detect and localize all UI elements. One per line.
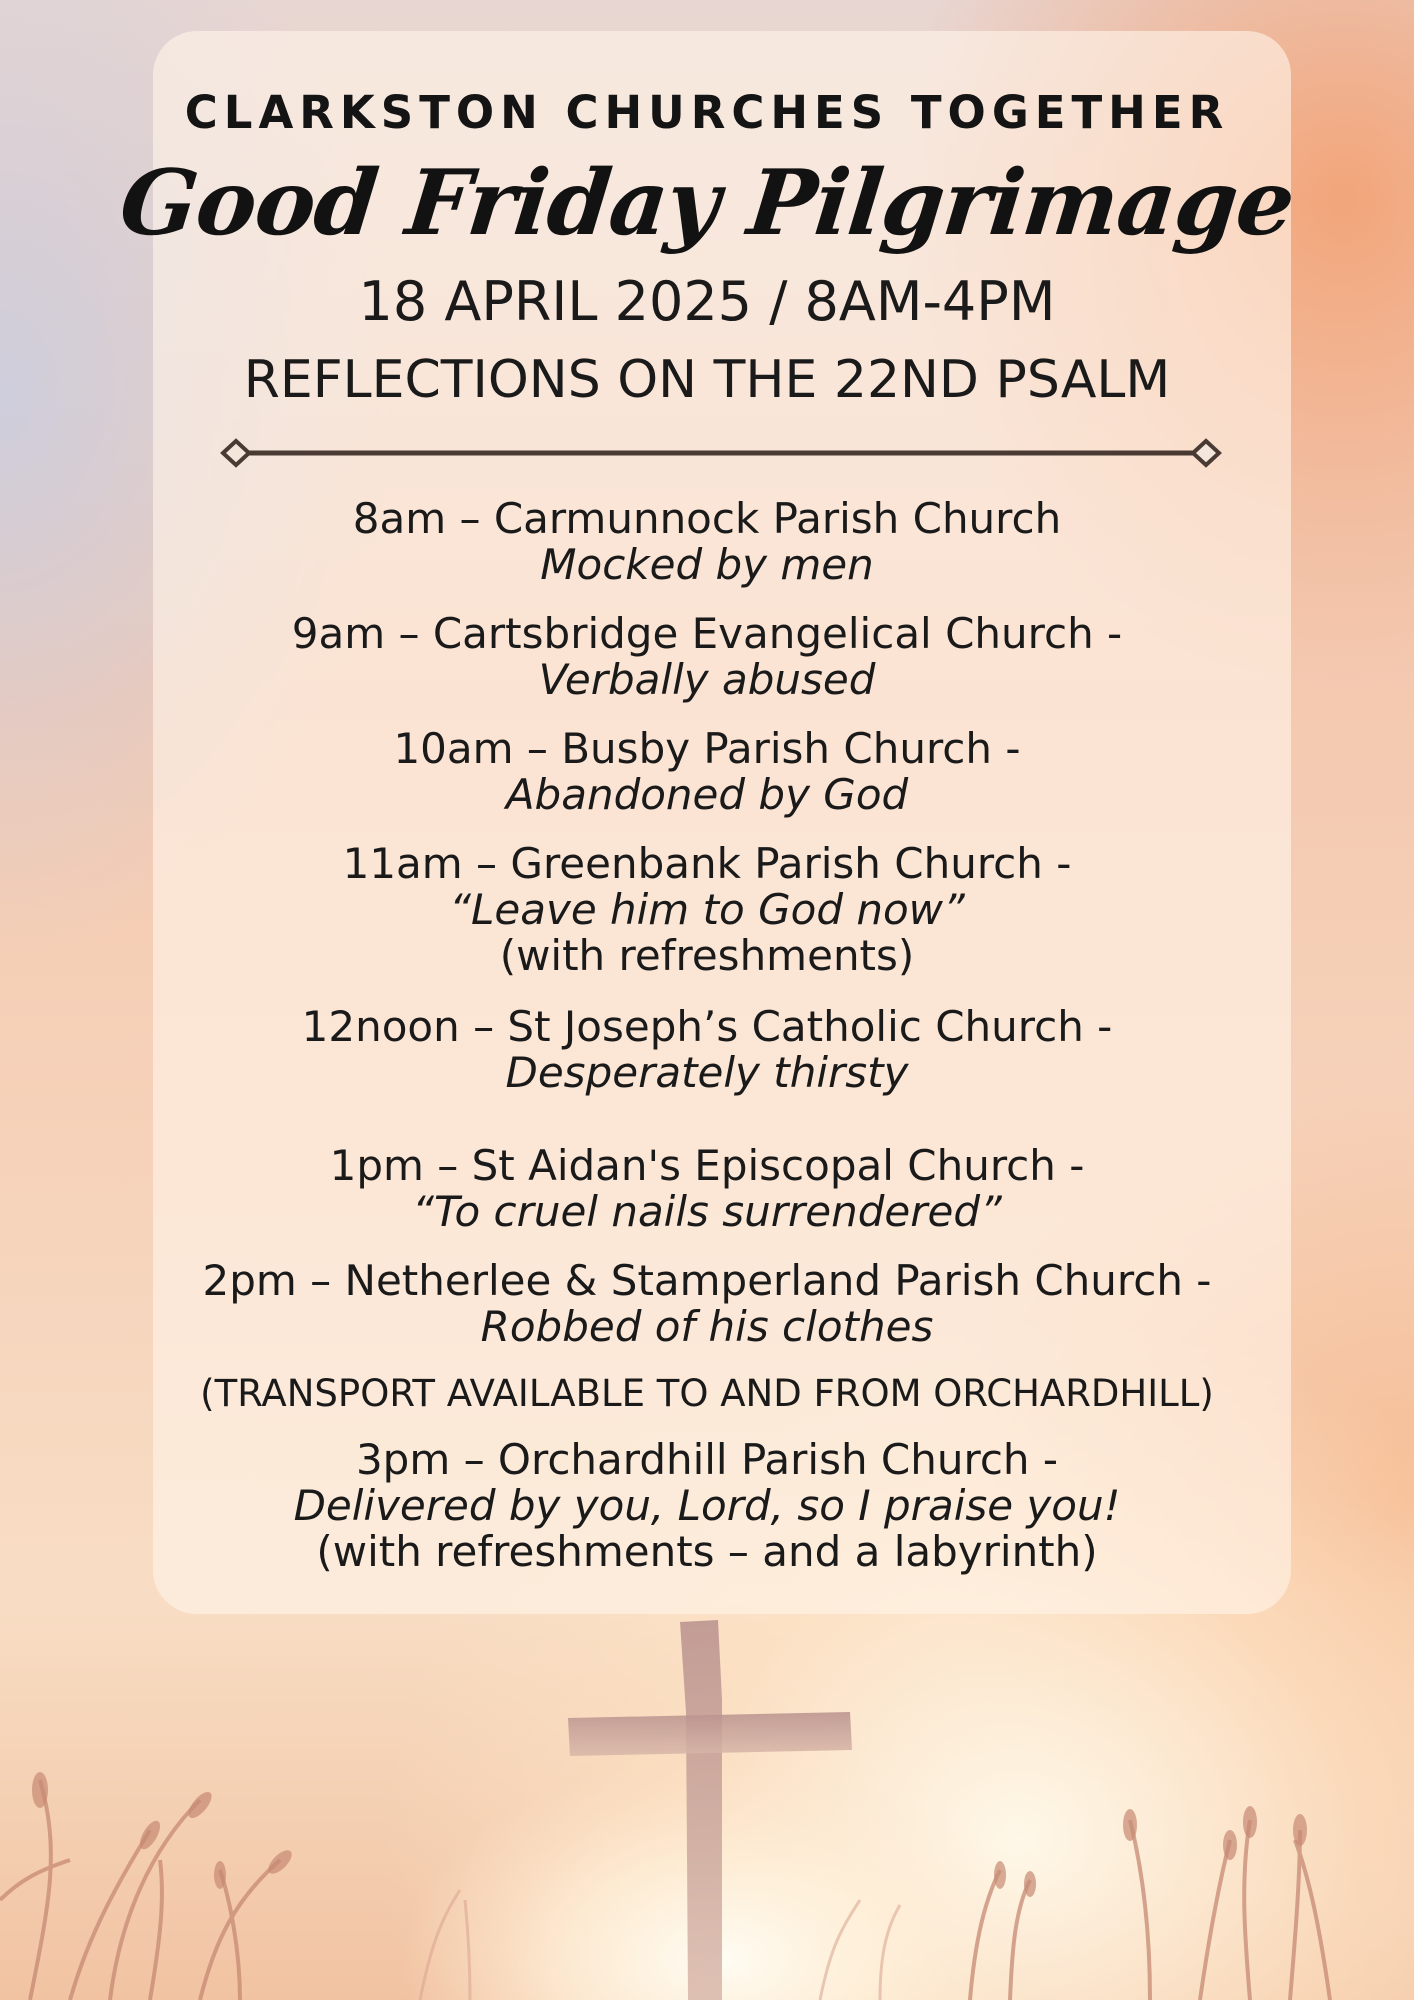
stop-reflection: “Leave him to God now”: [449, 885, 965, 934]
stop-note: (with refreshments – and a labyrinth): [316, 1527, 1098, 1576]
poster-title: Good Friday Pilgrimage: [115, 150, 1299, 256]
stop-reflection: Mocked by men: [540, 540, 874, 589]
stop-heading: 11am – Greenbank Parish Church -: [342, 839, 1072, 888]
schedule-stop: [0, 1258, 1414, 1350]
stop-heading: 8am – Carmunnock Parish Church: [352, 494, 1062, 543]
stop-heading: 10am – Busby Parish Church -: [393, 724, 1021, 773]
stop-reflection: Desperately thirsty: [505, 1048, 909, 1097]
diamond-icon: [1193, 441, 1219, 465]
schedule-stop: [0, 1143, 1414, 1235]
stop-reflection: Verbally abused: [538, 655, 876, 704]
stop-note: (with refreshments): [499, 931, 915, 980]
stop-reflection: “To cruel nails surrendered”: [412, 1187, 1002, 1236]
grass-left: [0, 1780, 280, 2000]
schedule-stop: [0, 1004, 1414, 1096]
schedule-stop: [0, 611, 1414, 703]
stop-reflection: Abandoned by God: [505, 770, 909, 819]
transport-note: (TRANSPORT AVAILABLE TO AND FROM ORCHARDHILL): [200, 1372, 1214, 1415]
stop-heading: 1pm – St Aidan's Episcopal Church -: [329, 1141, 1085, 1190]
diamond-icon: [223, 441, 249, 465]
stop-heading: 2pm – Netherlee & Stamperland Parish Church -: [202, 1256, 1212, 1305]
divider: [220, 436, 1222, 470]
organisation-name: CLARKSTON CHURCHES TOGETHER: [184, 86, 1230, 139]
schedule-stop: [0, 1437, 1414, 1575]
schedule-stop: [0, 726, 1414, 818]
stop-heading: 9am – Cartsbridge Evangelical Church -: [291, 609, 1123, 658]
event-date-time: 18 APRIL 2025 / 8AM-4PM: [358, 270, 1056, 333]
stop-reflection: Delivered by you, Lord, so I praise you!: [293, 1481, 1121, 1530]
stop-heading: 3pm – Orchardhill Parish Church -: [355, 1435, 1059, 1484]
schedule-stop: [0, 841, 1414, 979]
stop-heading: 12noon – St Joseph’s Catholic Church -: [301, 1002, 1113, 1051]
stop-reflection: Robbed of his clothes: [480, 1302, 934, 1351]
event-theme: REFLECTIONS ON THE 22ND PSALM: [243, 350, 1171, 410]
schedule-stop: [0, 496, 1414, 588]
